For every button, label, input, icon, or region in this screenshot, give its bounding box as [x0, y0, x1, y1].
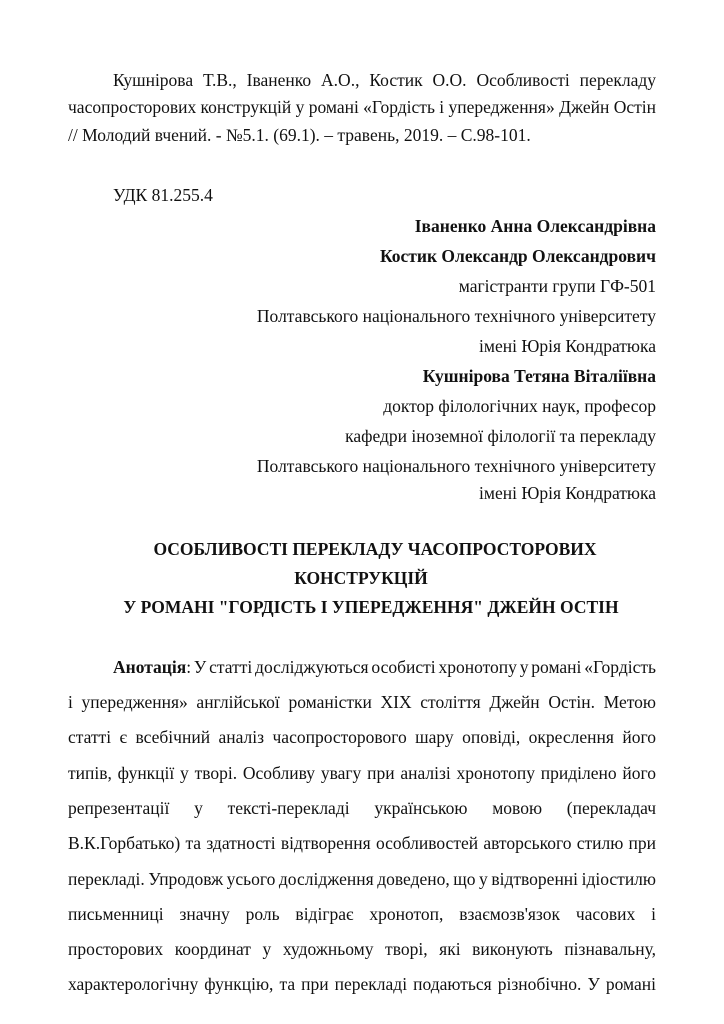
abstract-line: статті є всебічний аналіз часопросторового шару оповіді, окреслення його	[68, 727, 656, 747]
abstract-line: типів, функції у творі. Особливу увагу при аналізі хронотопу приділено його	[68, 763, 656, 783]
author-affiliation: Полтавського національного технічного університету	[256, 306, 656, 326]
author-affiliation: імені Юрія Кондратюка	[479, 336, 656, 356]
author-name: Костик Олександр Олександрович	[379, 246, 656, 266]
author-affiliation: доктор філологічних наук, професор	[383, 396, 656, 416]
citation-line: Кушнірова Т.В., Іваненко А.О., Костик О.О. Особливості перекладу	[113, 70, 656, 90]
abstract-line: письменниці значну роль відіграє хронотоп, взаємозв'язок часових і	[68, 904, 656, 924]
citation-line: // Молодий вчений. - №5.1. (69.1). – травень, 2019. – С.98-101.	[68, 125, 531, 145]
abstract-line: репрезентації у тексті-перекладі українською мовою (перекладач	[68, 798, 656, 818]
abstract-text: : У статті досліджуються особисті хронотопу у романі «Гордість	[186, 657, 656, 677]
citation-line: часопросторових конструкцій у романі «Гордість і упередження» Джейн Остін	[68, 97, 656, 117]
abstract-line: В.К.Горбатько) та здатності відтворення особливостей авторського стилю при	[68, 833, 656, 853]
author-affiliation: кафедри іноземної філології та перекладу	[345, 426, 656, 446]
title-line: ОСОБЛИВОСТІ ПЕРЕКЛАДУ ЧАСОПРОСТОРОВИХ	[153, 539, 597, 559]
author-affiliation: магістранти групи ГФ-501	[458, 276, 656, 296]
abstract-line: перекладі. Упродовж усього дослідження доведено, що у відтворенні ідіостилю	[68, 869, 656, 889]
author-name: Кушнірова Тетяна Віталіївна	[422, 366, 656, 386]
abstract-label: Анотація	[113, 657, 187, 677]
abstract-line: просторових координат у художньому творі, які виконують пізнавальну,	[68, 939, 656, 959]
title-line: У РОМАНІ "ГОРДІСТЬ І УПЕРЕДЖЕННЯ" ДЖЕЙН ОСТІН	[123, 597, 619, 617]
udk-code: УДК 81.255.4	[113, 185, 213, 205]
title-line: КОНСТРУКЦІЙ	[294, 568, 428, 588]
abstract-line: і упередження» англійської романістки XIX століття Джейн Остін. Метою	[68, 692, 656, 712]
author-affiliation: Полтавського національного технічного університету	[256, 456, 656, 476]
abstract-line: характерологічну функцію, та при перекладі подаються різнобічно. У романі	[68, 974, 656, 994]
author-name: Іваненко Анна Олександрівна	[414, 216, 656, 236]
author-affiliation: імені Юрія Кондратюка	[479, 483, 656, 503]
